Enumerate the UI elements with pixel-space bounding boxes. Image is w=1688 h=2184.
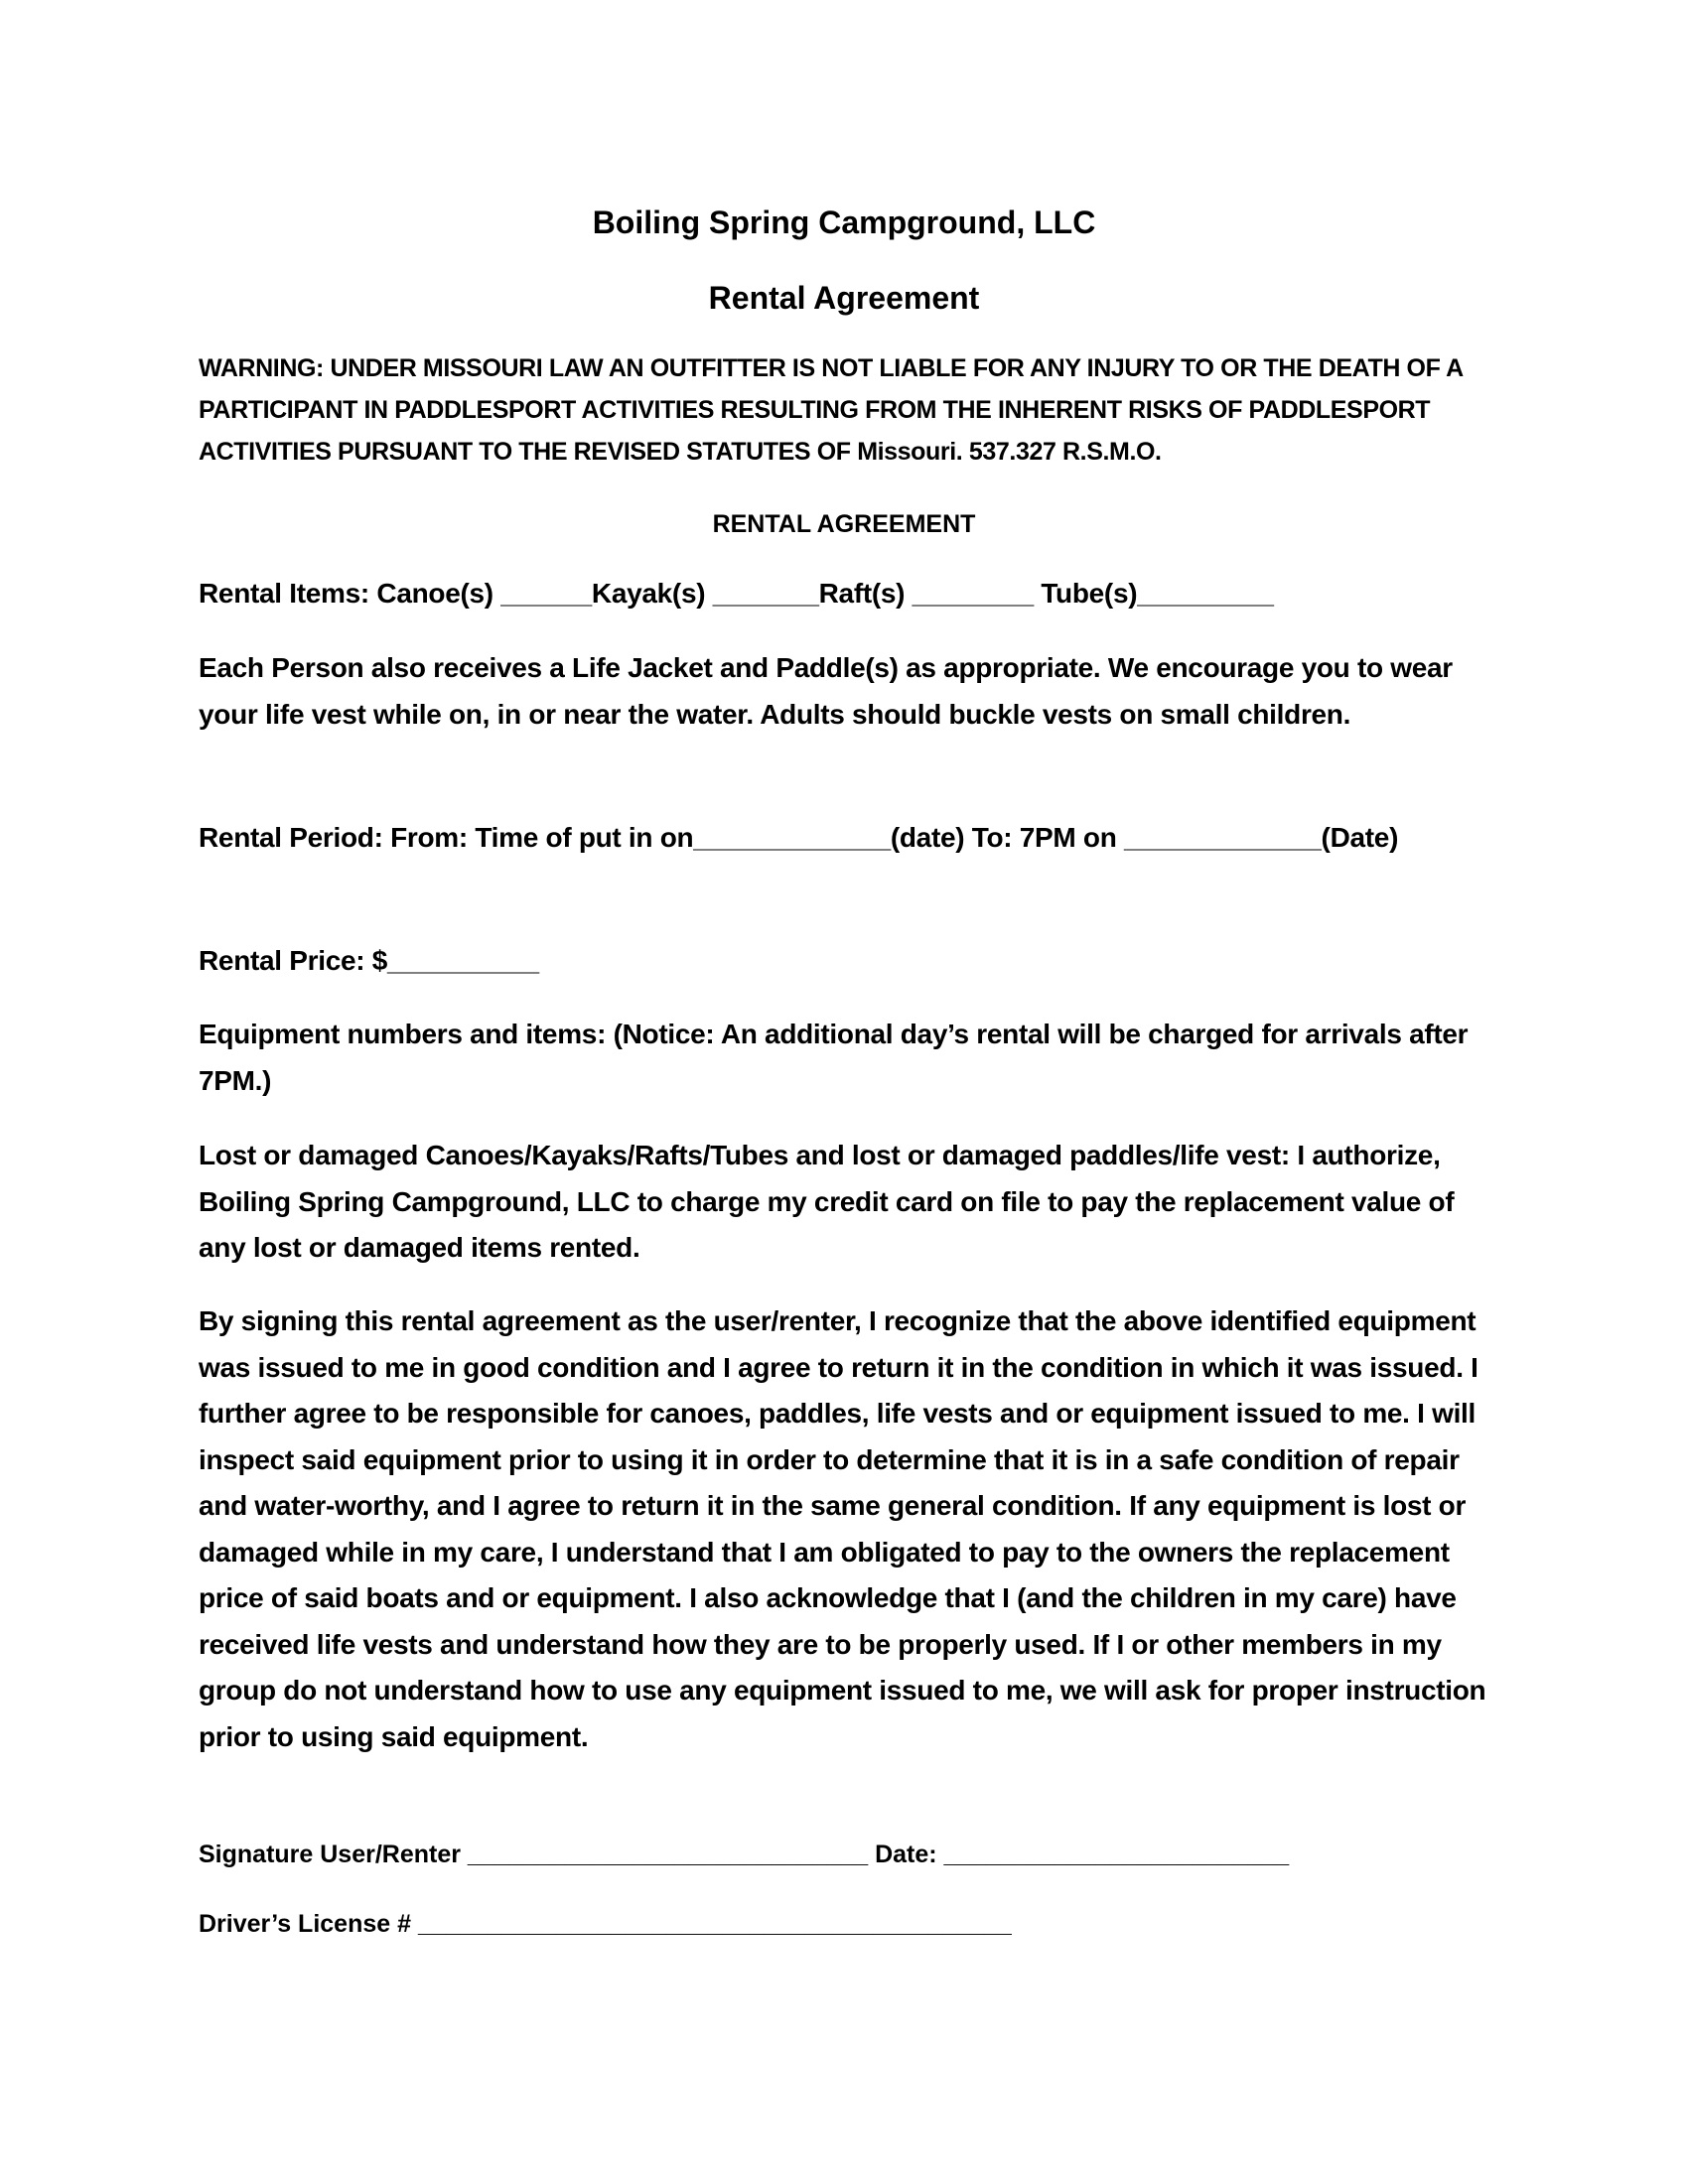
section-heading: RENTAL AGREEMENT [712,510,976,538]
drivers-license-line: Driver’s License # ___________________________________________ [199,1910,1012,1938]
document-title: Rental Agreement [708,280,980,316]
lost-damaged-paragraph: Lost or damaged Canoes/Kayaks/Rafts/Tubes and lost or damaged paddles/life vest: I authorize, Boiling Spring Campground, LLC to charge my credit card on file to pay the replacement value of any lost or damaged items rented. [199,1140,1455,1263]
signature-date-line: Signature User/Renter _____________________________ Date: _________________________ [199,1841,1290,1868]
signing-paragraph: By signing this rental agreement as the user/renter, I recognize that the above identified equipment was issued to me in good condition and I agree to return it in the condition in which it was issued. I further agree to be responsible for canoes, paddles, life vests and or equipment issued to me. I will inspect said equipment prior to using it in order to determine that it is in a safe condition of repair and water-worthy, and I agree to return it in the same general condition. If any equipment is lost or damaged while in my care, I understand that I am obligated to pay to the owners the replacement price of said boats and or equipment. I also acknowledge that I (and the children in my care) have received life vests and understand how they are to be properly used. If I or other members in my group do not understand how to use any equipment issued to me, we will ask for proper instruction prior to using said equipment. [199,1305,1486,1752]
company-title: Boiling Spring Campground, LLC [592,205,1096,240]
rental-items-line: Rental Items: Canoe(s) ______Kayak(s) _______Raft(s) ________ Tube(s)_________ [199,578,1274,609]
life-jacket-paragraph: Each Person also receives a Life Jacket and Paddle(s) as appropriate. We encourage you to wear your life vest while on, in or near the water. Adults should buckle vests on small children. [199,652,1453,730]
liability-warning: WARNING: UNDER MISSOURI LAW AN OUTFITTER IS NOT LIABLE FOR ANY INJURY TO OR THE DEATH OF A PARTICIPANT IN PADDLESPORT ACTIVITIES RESULTING FROM THE INHERENT RISKS OF PADDLESPORT ACTIVITIES PURSUANT TO THE REVISED STATUTES OF Missouri. 537.327 R.S.M.O. [199,354,1463,466]
rental-period-line: Rental Period: From: Time of put in on_____________(date) To: 7PM on _____________(Date) [199,822,1399,853]
equipment-paragraph: Equipment numbers and items: (Notice: An additional day’s rental will be charged for arrivals after 7PM.) [199,1019,1469,1096]
rental-price-line: Rental Price: $__________ [199,945,539,976]
